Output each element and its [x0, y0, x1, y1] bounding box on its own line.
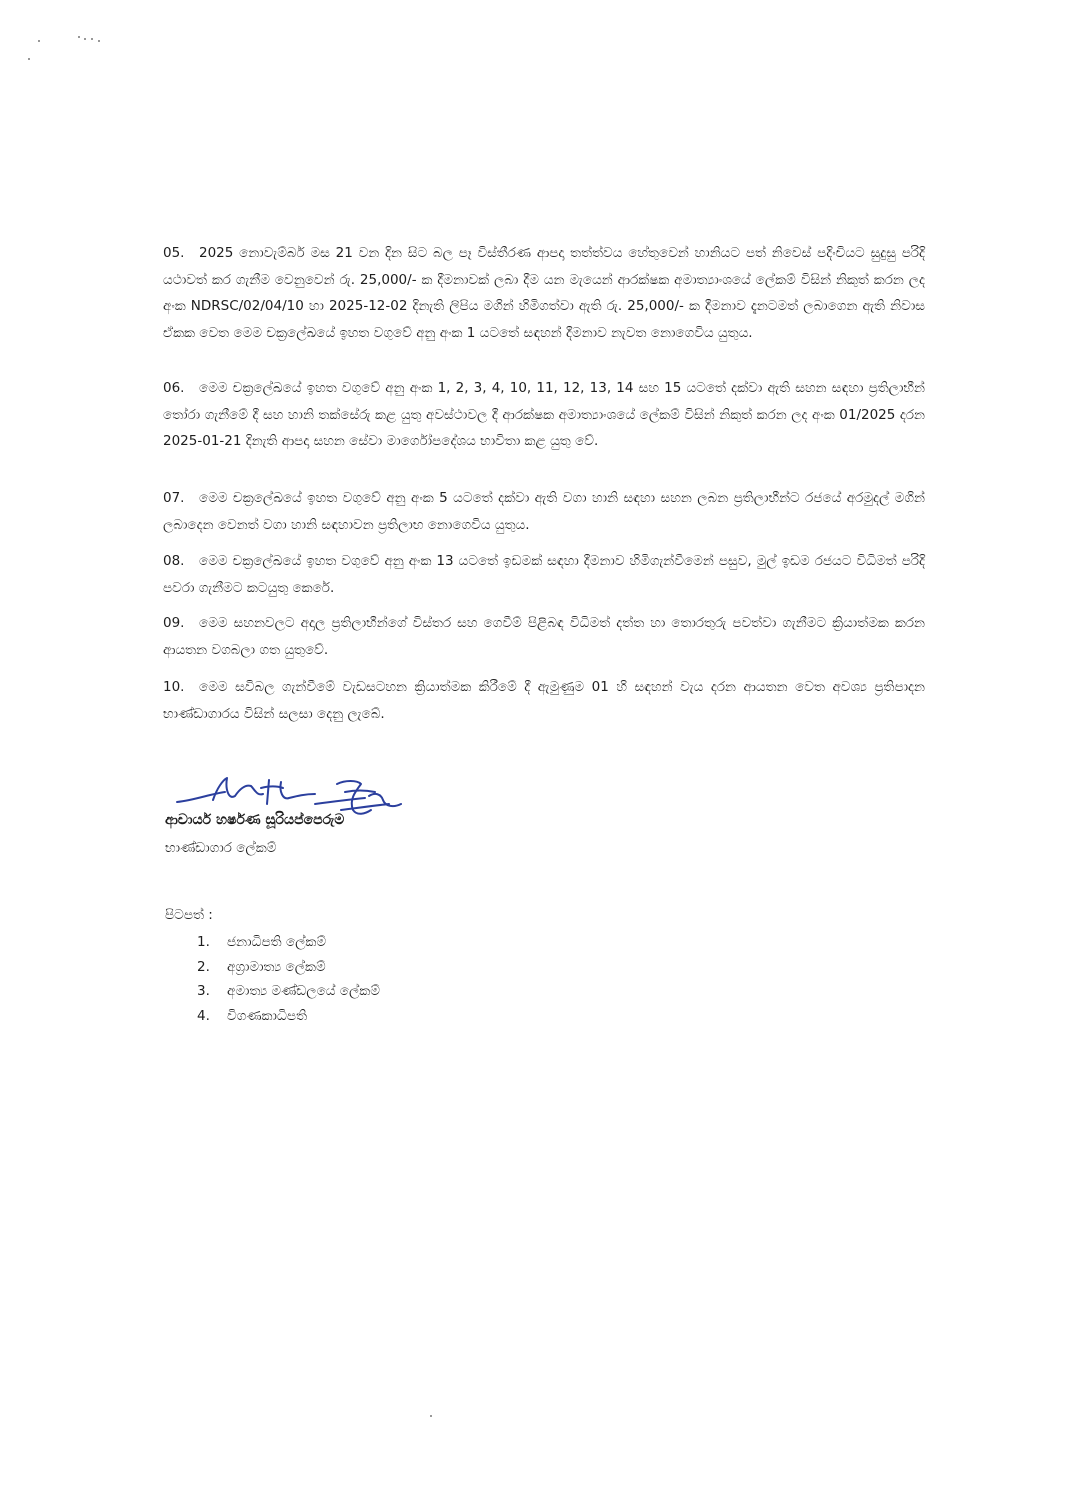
signer-title: භාණ්ඩාගාර ලේකම්	[165, 840, 277, 856]
copies-item-label: අග්‍රාමාත්‍ය ලේකම්	[227, 958, 326, 975]
paragraph-10	[163, 674, 925, 727]
signer-name: ආචාර්ය හර්ෂණ සූරියප්පෙරුම	[165, 812, 345, 828]
speck	[38, 40, 40, 42]
signature-block	[165, 770, 465, 870]
copies-section	[165, 903, 565, 1028]
copies-item-number: 1.	[197, 934, 210, 950]
speck	[28, 58, 30, 60]
paragraph-text: මෙම චක්‍රලේඛයේ ඉහත වගුවේ අනු අංක 1, 2, 3, 4, 10, 11, 12, 13, 14 සහ 15 යටතේ දක්වා ඇති සහන සඳහා ප්‍රතිලාභීන් තෝරා ගැනීමේ දී සහ හානි තක්සේරු කළ යුතු අවස්ථාවල දී ආරක්ෂක අමාත්‍යාංශයේ ලේකම් විසින් නිකුත් කරන ලද අංක 01/2025 දරන 2025-01-21 දිනැති ආපදා සහන සේවා මාර්ගෝපදේශය භාවිතා කළ යුතු වේ.	[163, 380, 925, 449]
paragraph-text: මෙම චක්‍රලේඛයේ ඉහත වගුවේ අනු අංක 5 යටතේ දක්වා ඇති වගා හානි සඳහා සහන ලබන ප්‍රතිලාභීන්ට රජයේ අරමුදල් මගින් ලබාදෙන වෙනත් වගා හානි සඳහාවන ප්‍රතිලාභ නොගෙවිය යුතුය.	[163, 490, 925, 533]
paragraph-number: 07.	[163, 490, 185, 506]
copies-list-item	[165, 979, 565, 1004]
paragraph-text: මෙම සවිබල ගැන්වීමේ වැඩසටහන ක්‍රියාත්මක කිරීමේ දී ඇමුණුම 01 හි සඳහන් වැය දරන ආයතන වෙත අවශ්‍ය ප්‍රතිපාදන භාණ්ඩාගාරය විසින් සලසා දෙනු ලැබේ.	[163, 679, 925, 722]
copies-item-number: 4.	[197, 1007, 210, 1024]
copies-list-item	[165, 955, 565, 980]
paragraph-number: 10.	[163, 679, 185, 695]
paragraph-number: 09.	[163, 615, 185, 631]
paragraph-text: මෙම චක්‍රලේඛයේ ඉහත වගුවේ අනු අංක 13 යටතේ ඉඩමක් සඳහා දීමනාව හිමිගැන්වීමෙන් පසුව, මුල් ඉඩම රජයට විධිමත් පරිදි පවරා ගැනීමට කටයුතු කෙරේ.	[163, 553, 925, 596]
paragraph-number: 08.	[163, 553, 185, 569]
copies-heading: පිටපත් :	[165, 907, 213, 923]
copies-item-number: 2.	[197, 958, 210, 975]
speck	[84, 38, 86, 40]
paragraph-text: 2025 නොවැම්බර් මස 21 වන දින සිට බල පෑ විස්තීරණ ආපදා තත්ත්වය හේතුවෙන් හානියට පත් නිවෙස් පදිංචියට සුදුසු පරිදි යථාවත් කර ගැනීම වෙනුවෙන් රු. 25,000/- ක දීමනාවක් ලබා දීම යන මැයෙන් ආරක්ෂක අමාත්‍යාංශයේ ලේකම් විසින් නිකුත් කරන ලද අංක NDRSC/02/04/10 හා 2025-12-02 දිනැති ලිපිය මගින් හිමිගත්වා ඇති රු. 25,000/- ක දීමනාව දැනටමත් ලබාගෙන ඇති නිවාස ඒකක වෙත මෙම චක්‍රලේඛයේ ඉහත වගුවේ අනු අංක 1 යටතේ සඳහන් දීමනාව නැවත නොගෙවිය යුතුය.	[163, 245, 925, 341]
copies-list-item	[165, 1004, 565, 1029]
paragraph-07	[163, 485, 925, 538]
speck	[78, 36, 80, 38]
copies-item-label: අමාත්‍ය මණ්ඩලයේ ලේකම්	[227, 983, 380, 999]
scan-specks	[20, 30, 120, 80]
speck	[98, 40, 100, 42]
paragraph-number: 06.	[163, 380, 185, 396]
paragraph-text: මෙම සහනවලට අදාල ප්‍රතිලාභීන්ගේ විස්තර සහ ගෙවීම් පිළිබඳ විධිමත් දත්ත හා තොරතුරු පවත්වා ගැනීමට ක්‍රියාත්මක කරන ආයතන වගබලා ගත යුතුවේ.	[163, 615, 925, 658]
paragraph-09	[163, 610, 925, 663]
copies-list	[165, 930, 565, 1028]
paragraph-08	[163, 548, 925, 601]
scan-speck	[430, 1415, 432, 1417]
speck	[91, 38, 93, 40]
copies-list-item	[165, 930, 565, 955]
copies-item-label: විගණකාධිපති	[227, 1007, 308, 1024]
paragraph-number: 05.	[163, 245, 185, 261]
copies-item-label: ජනාධිපති ලේකම්	[227, 934, 327, 950]
paragraph-06	[163, 375, 925, 455]
copies-item-number: 3.	[197, 983, 210, 999]
paragraph-05	[163, 240, 925, 346]
